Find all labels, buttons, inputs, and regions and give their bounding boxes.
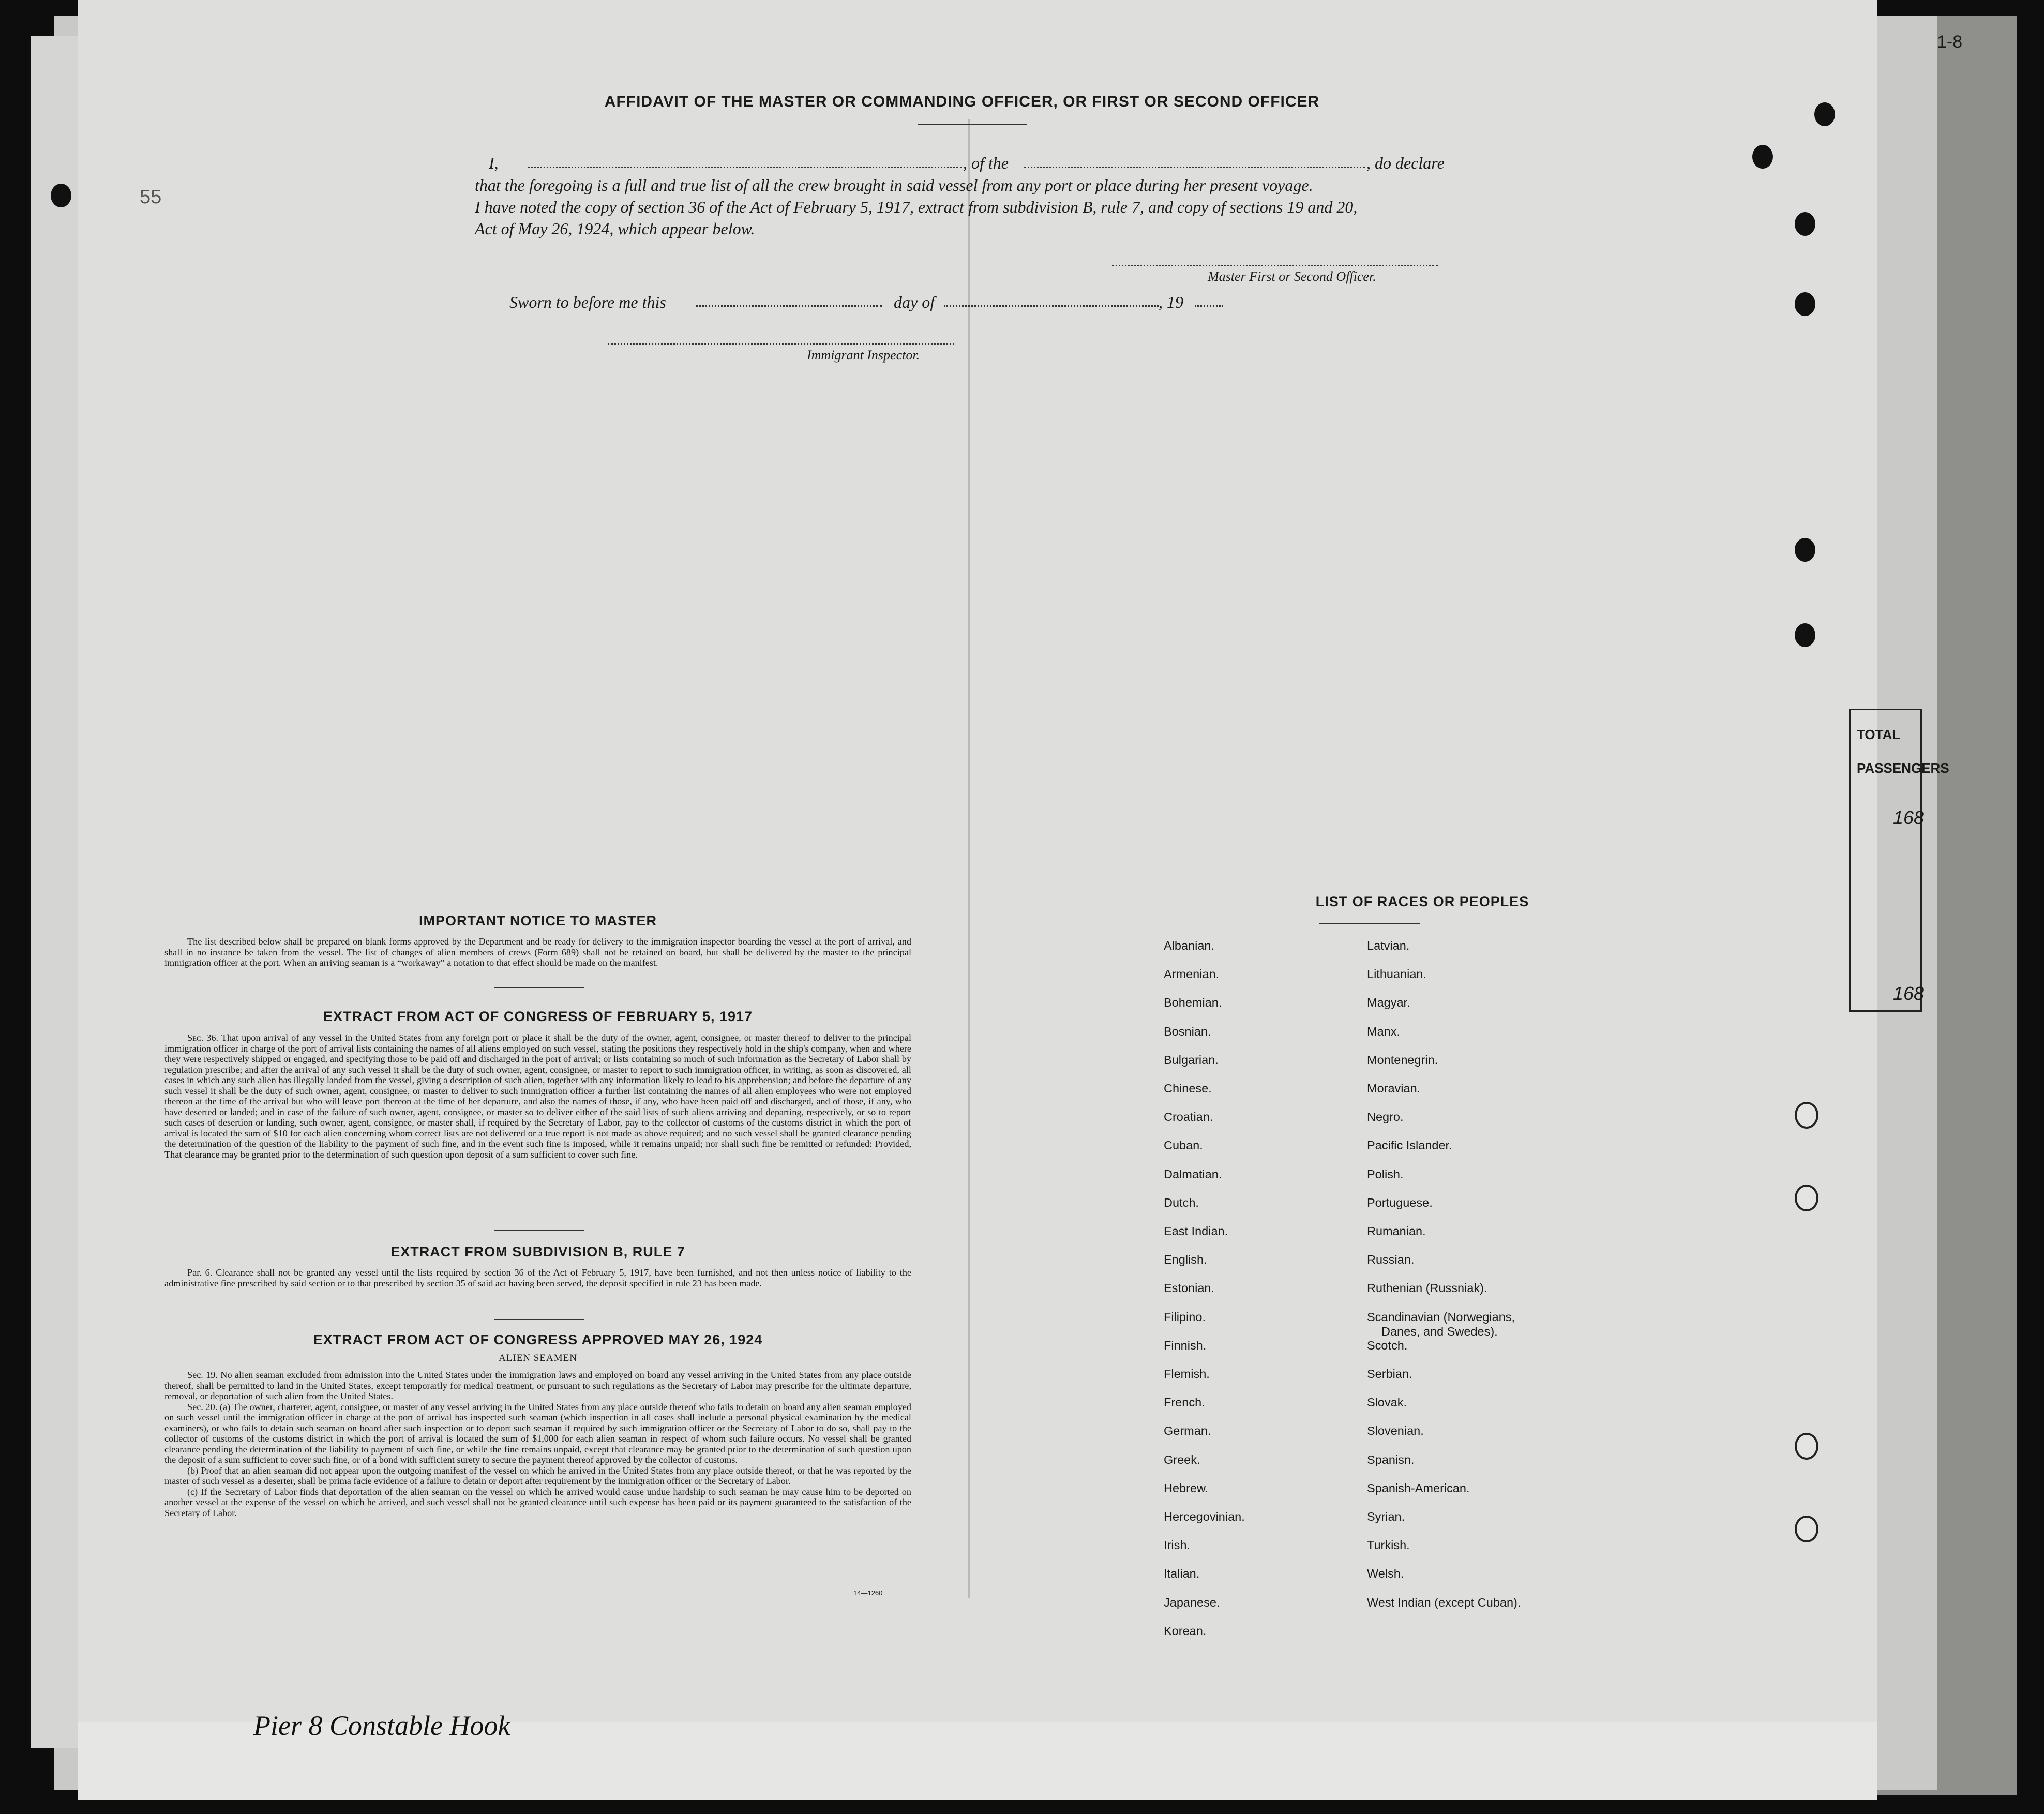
rule	[1319, 923, 1420, 924]
sec-20a: Sec. 20. (a) The owner, charterer, agent, consignee, or master of any vessel arriving in the United States from any place outside thereof who fails to detain on board any alien seaman employed on such vessel until the immigration officer in charge at the port of arrival has inspected such seaman (which inspection in all cases shall include a personal physical examination by the medical examiners), or who fails to detain such seaman on board after such inspection or to deport such seaman if required by such immigration officer or the Secretary of Labor to do so, shall pay to the collector of customs of the customs district in which the port of arrival is located the sum of $1,000 for each alien seaman in respect of whom such failure occurs. No vessel shall be granted clearance pending the determination of the liability to payment of such fine, or while the fine remains unpaid, except that clearance may be granted prior to the determination of such question upon the deposit of a sum sufficient to cover such fine, or of a bond with sufficient surety to secure the payment thereof approved by the collector of customs.	[164, 1401, 911, 1465]
race-item: Manx.	[1367, 1024, 1400, 1038]
act-1924-title: EXTRACT FROM ACT OF CONGRESS APPROVED MAY 26, 1924	[313, 1332, 763, 1347]
affidavit-line-4: Act of May 26, 1924, which appear below.	[475, 219, 755, 238]
act-1924-body	[164, 1370, 911, 1518]
race-item: Spanish-American.	[1367, 1481, 1470, 1495]
race-item: Magyar.	[1367, 996, 1410, 1010]
act-1917-text: That upon arrival of any vessel in the United States from any foreign port or place it shall be the duty of the owner, agent, consignee, or master thereof to deliver to the principal immigration officer in charge of the port of arrival lists containing the names of all aliens employed on such vessel, stating the positions they respectively hold in the ship's company, when and where they were respectively shipped or engaged, and specifying those to be paid off and discharged in the port of arrival; or lists containing so much of such information as the Secretary of Labor shall by regulation prescribe; and after the arrival of any such vessel it shall be the duty of such owner, agent, consignee, or master to report to such immigration officer, in writing, as soon as discovered, all cases in which any such alien has illegally landed from the vessel, giving a description of such alien, together with any information likely to lead to his apprehension; and before the departure of any such vessel it shall be the duty of such owner, agent, consignee, or master to deliver to such immigration officer a further list containing the names of all alien employees who were not employed thereon at the time of the arrival but who will leave port thereon at the time of her departure, and also the names of those, if any, who have been paid off and discharged, and of those, if any, who have deserted or landed; and in case of the failure of such owner, agent, consignee, or master so to deliver either of the said lists of such aliens arriving and departing, respectively, or so to report such cases of desertion or landing, such owner, agent, consignee, or master shall, if required by the Secretary of Labor, pay to the collector of customs of the customs district in which the port of arrival is located the sum of $10 for each alien concerning whom correct lists are not delivered or a true report is not made as above required; and no such vessel shall be granted clearance pending the determination of the question of the liability to the payment of such fine, and in the event such fine is imposed, while it remains unpaid; nor shall such fine be remitted or refunded: Provided, That clearance may be granted prior to the determination of such question upon deposit of a sum sufficient to cover such fine.	[164, 1032, 912, 1160]
affidavit-line-2: that the foregoing is a full and true list of all the crew brought in said vessel from any port or place during her present voyage.	[475, 176, 1313, 194]
race-item: Serbian.	[1367, 1367, 1412, 1381]
race-item: Estonian.	[1164, 1281, 1214, 1295]
rule	[494, 987, 584, 988]
race-item: Chinese.	[1164, 1082, 1212, 1095]
center-fold-line	[968, 119, 970, 1598]
sworn-text-2: day of	[894, 293, 935, 311]
race-item: Slovenian.	[1367, 1424, 1424, 1438]
punch-hole-ring	[1795, 1102, 1818, 1129]
punch-hole	[1795, 623, 1815, 647]
race-item: Greek.	[1164, 1452, 1200, 1466]
punch-hole-ring	[1795, 1516, 1818, 1542]
master-signature-line	[1112, 265, 1438, 266]
race-item: Moravian.	[1367, 1082, 1421, 1095]
total-passengers-box	[1849, 709, 1949, 1012]
race-item: Albanian.	[1164, 939, 1214, 952]
inspector-signature-line	[608, 343, 954, 345]
race-item: Flemish.	[1164, 1367, 1210, 1381]
race-item: Finnish.	[1164, 1338, 1207, 1352]
race-item: West Indian (except Cuban).	[1367, 1595, 1521, 1609]
page-mark: 1-8	[1937, 32, 1963, 52]
race-item: Spanisn.	[1367, 1452, 1415, 1466]
punch-hole-ring	[1795, 1433, 1818, 1460]
race-item: Filipino.	[1164, 1310, 1206, 1324]
race-item: Armenian.	[1164, 967, 1220, 981]
rule	[494, 1230, 584, 1231]
race-item: Hebrew.	[1164, 1481, 1209, 1495]
punch-hole-ring	[1795, 1185, 1818, 1211]
race-item: East Indian.	[1164, 1224, 1228, 1238]
total-count-2: 168	[1893, 983, 1925, 1004]
rule	[494, 1319, 584, 1320]
race-item: Scotch.	[1367, 1338, 1408, 1352]
punch-hole	[1814, 102, 1835, 126]
race-item: Polish.	[1367, 1167, 1404, 1181]
race-item: Rumanian.	[1367, 1224, 1426, 1238]
race-item: Latvian.	[1367, 939, 1410, 952]
race-item: Lithuanian.	[1367, 967, 1426, 981]
total-label: TOTAL	[1857, 727, 1901, 742]
title-rule	[918, 124, 1027, 125]
master-signature-label: Master First or Second Officer.	[1208, 269, 1376, 284]
sec-20c: (c) If the Secretary of Labor finds that deportation of the alien seaman on the vessel on which he arrived would cause undue hardship to such seaman he may cause him to be deported on another vessel at the expense of the vessel on which he arrived, and such vessel shall not be granted clearance until such expense has been paid or its payment guaranteed to the satisfaction of the Secretary of Labor.	[164, 1486, 911, 1518]
race-item: Russian.	[1367, 1253, 1415, 1267]
race-item: Montenegrin.	[1367, 1053, 1438, 1067]
race-item: Turkish.	[1367, 1538, 1410, 1552]
race-item: Syrian.	[1367, 1510, 1405, 1523]
races-title: LIST OF RACES OR PEOPLES	[1315, 894, 1529, 909]
race-item: Japanese.	[1164, 1595, 1220, 1609]
total-count-1: 168	[1893, 807, 1925, 828]
subdivision-title: EXTRACT FROM SUBDIVISION B, RULE 7	[390, 1244, 685, 1260]
race-item: French.	[1164, 1396, 1205, 1410]
race-item: Dalmatian.	[1164, 1167, 1222, 1181]
act-1924-subtitle: ALIEN SEAMEN	[499, 1353, 577, 1363]
sworn-month-line	[944, 305, 1159, 307]
race-item: German.	[1164, 1424, 1211, 1438]
left-margin-number: 55	[140, 186, 162, 208]
vessel-field-line	[1024, 167, 1365, 168]
sec-20b: (b) Proof that an alien seaman did not appear upon the outgoing manifest of the vessel on which he arrived in the United States from any place outside thereof, or that he was reported by the master of such vessel as a deserter, shall be prima facie evidence of a failure to detain or deport after requirement by the immigration officer or the Secretary of Labor.	[164, 1465, 911, 1486]
sworn-text-3: , 19	[1159, 293, 1183, 311]
sworn-year-line	[1195, 305, 1223, 307]
punch-hole	[1752, 145, 1773, 169]
race-item: Bulgarian.	[1164, 1053, 1219, 1067]
subdivision-body: Par. 6. Clearance shall not be granted any vessel until the lists required by section 36 of the Act of February 5, 1917, have been furnished, and not then unless notice of liability to the administrative fine prescribed by said section or to that prescribed by section 35 of said act having been served, the deposit specified in rule 23 has been made.	[164, 1267, 911, 1288]
race-item: Irish.	[1164, 1538, 1190, 1552]
affidavit-line-3: I have noted the copy of section 36 of the Act of February 5, 1917, extract from subdivision B, rule 7, and copy of sections 19 and 20,	[475, 198, 1358, 216]
notice-title: IMPORTANT NOTICE TO MASTER	[419, 913, 657, 928]
race-item: Cuban.	[1164, 1138, 1203, 1152]
sworn-text-1: Sworn to before me this	[509, 293, 666, 311]
affidavit-i: I,	[489, 154, 499, 172]
race-item: Italian.	[1164, 1567, 1200, 1581]
race-item: Bosnian.	[1164, 1024, 1211, 1038]
passengers-label: PASSENGERS	[1857, 760, 1949, 776]
race-item: Pacific Islander.	[1367, 1138, 1452, 1152]
punch-hole	[1795, 538, 1815, 562]
punch-hole	[51, 184, 71, 207]
affidavit-title: AFFIDAVIT OF THE MASTER OR COMMANDING OFFICER, OR FIRST OR SECOND OFFICER	[604, 93, 1320, 110]
race-item: Bohemian.	[1164, 996, 1222, 1010]
name-field-line	[528, 167, 962, 168]
race-item: Negro.	[1367, 1110, 1404, 1124]
affidavit-of-the: , of the	[963, 154, 1009, 172]
race-item: Ruthenian (Russniak).	[1367, 1281, 1487, 1295]
sworn-day-line	[696, 305, 882, 307]
race-item: English.	[1164, 1253, 1207, 1267]
race-item: Slovak.	[1367, 1396, 1407, 1410]
affidavit-declare: , do declare	[1366, 154, 1445, 172]
inspector-signature-label: Immigrant Inspector.	[807, 348, 920, 363]
race-item: Portuguese.	[1367, 1195, 1433, 1209]
race-item: Scandinavian (Norwegians,	[1367, 1310, 1515, 1324]
act-1917-sec-label: Sec. 36.	[187, 1032, 219, 1043]
race-item: Hercegovinian.	[1164, 1510, 1245, 1523]
handwritten-note: Pier 8 Constable Hook	[253, 1710, 510, 1741]
race-item: Croatian.	[1164, 1110, 1213, 1124]
act-1917-body	[164, 1032, 911, 1160]
sec-19: Sec. 19. No alien seaman excluded from admission into the United States under the immigration laws and employed on board any vessel arriving in the United States from any place outside thereof, shall be permitted to land in the United States, except temporarily for medical treatment, or pursuant to such regulations as the Secretary of Labor may prescribe for the ultimate departure, removal, or deportation of such alien from the United States.	[164, 1370, 911, 1401]
race-item: Korean.	[1164, 1624, 1207, 1638]
form-number: 14—1260	[853, 1589, 883, 1597]
race-item: Dutch.	[1164, 1195, 1199, 1209]
race-item: Danes, and Swedes).	[1381, 1324, 1498, 1338]
punch-hole	[1795, 212, 1815, 236]
punch-hole	[1795, 292, 1815, 316]
act-1917-title: EXTRACT FROM ACT OF CONGRESS OF FEBRUARY 5, 1917	[323, 1009, 753, 1024]
race-item: Welsh.	[1367, 1567, 1404, 1581]
notice-body: The list described below shall be prepared on blank forms approved by the Department and be ready for delivery to the immigration inspector boarding the vessel at the port of arrival, and shall in no instance be taken from the vessel. The list of changes of alien members of crews (Form 689) shall not be retained on board, but shall be delivered by the master to the principal immigration officer at the port. When an arriving seaman is a “workaway” a notation to that effect should be made on the manifest.	[164, 936, 911, 968]
